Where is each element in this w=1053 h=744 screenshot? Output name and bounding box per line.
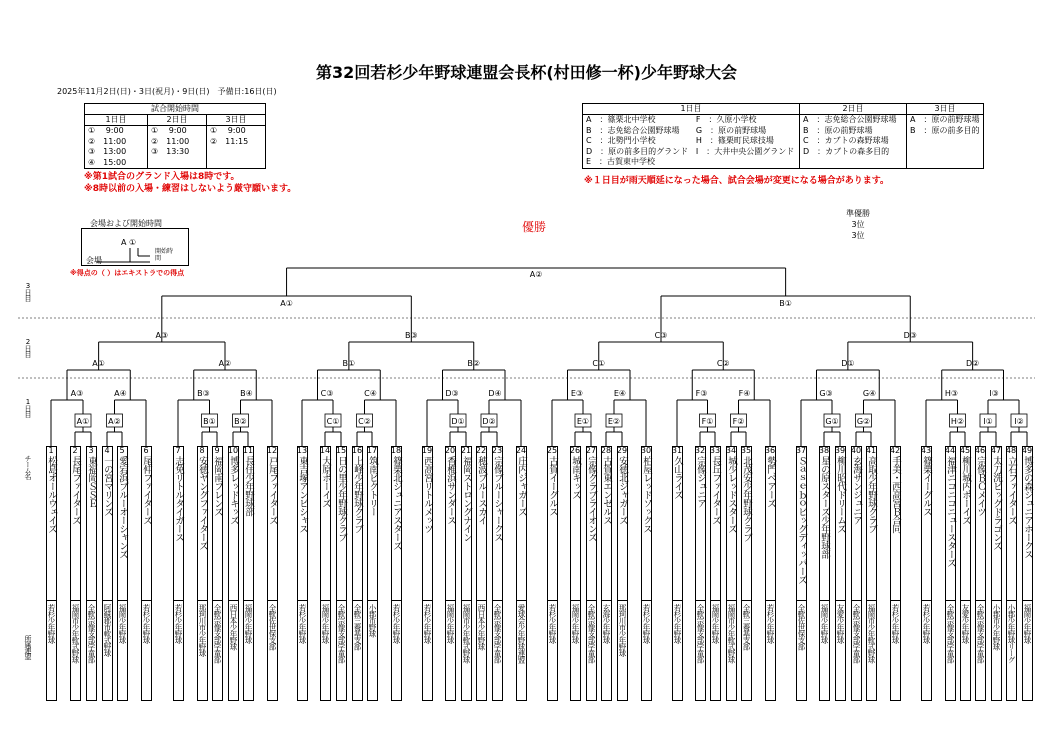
match-label: A④ — [114, 389, 127, 398]
team-name: 博多レッドキッズ — [228, 456, 239, 524]
team-association: 全軟佐世保支部 — [797, 604, 806, 650]
team-name: 宗像ジュニア — [695, 456, 706, 507]
team-name: 古賀イーグルス — [547, 456, 558, 516]
team-association: 福岡少年野球 — [446, 604, 455, 643]
team-association: 若杉少年野球 — [47, 604, 56, 643]
team-number: 18 — [390, 446, 402, 455]
team-name: 長尾ファイターズ — [70, 456, 81, 524]
team-name: 勢門ベアーズ — [765, 456, 776, 507]
team-association: 福岡市少年軟式野球 — [867, 604, 876, 663]
team-number: 4 — [104, 446, 110, 455]
team-number: 7 — [175, 446, 181, 455]
team-name: 高取少年野球クラブ — [866, 456, 877, 533]
team-name: 城南キッズ — [570, 456, 581, 499]
match-label: B① — [342, 359, 356, 368]
team-association: 福岡市少年軟式野球 — [462, 604, 471, 663]
time-item: ③ 13:00 — [88, 147, 127, 156]
team-association: 西日本少年野球 — [477, 604, 486, 650]
team-number: 12 — [266, 446, 278, 455]
team-number: 21 — [460, 446, 472, 455]
team-association: 全軟宗像支部学童部 — [946, 604, 955, 663]
match-label: C① — [326, 417, 340, 426]
legend-caption: 会場および開始時間 — [90, 219, 162, 228]
team-number: 30 — [640, 446, 652, 455]
team-number: 49 — [1021, 446, 1033, 455]
team-association: 玄海少年野球 — [602, 604, 611, 643]
match-label: F④ — [738, 389, 751, 398]
match-label: B③ — [404, 331, 418, 340]
venue-item: B ：志免総合公園野球場 — [586, 125, 680, 135]
team-number: 22 — [475, 446, 487, 455]
venue-item: E ：古賀東中学校 — [586, 157, 656, 166]
match-label: I② — [1014, 417, 1024, 426]
match-label: G② — [856, 417, 871, 426]
venue-header: 3日目 — [907, 104, 984, 115]
match-label: B③ — [197, 389, 210, 398]
match-label: E② — [607, 417, 621, 426]
team-association: 全軟宗像支部学童部 — [852, 604, 861, 663]
team-name: 篠栗イーグルス — [921, 456, 932, 516]
team-number: 3 — [88, 446, 94, 455]
match-label: F② — [732, 417, 745, 426]
team-number: 13 — [296, 446, 308, 455]
team-name: 柳川昭代ドリームズ — [835, 456, 846, 533]
team-number: 33 — [709, 446, 721, 455]
match-label: D③ — [903, 331, 917, 340]
team-number: 34 — [725, 446, 737, 455]
match-label: D③ — [445, 389, 459, 398]
match-label: A② — [108, 417, 121, 426]
team-association: 全軟宗像支部学童部 — [213, 604, 222, 663]
match-label: A② — [529, 270, 543, 279]
team-association: 福岡少年野球 — [820, 604, 829, 643]
team-association: 全軟宗像支部学童部 — [493, 604, 502, 663]
match-label: B④ — [240, 389, 253, 398]
match-label: B① — [779, 299, 792, 308]
match-label: E④ — [613, 389, 627, 398]
team-number: 43 — [920, 446, 932, 455]
match-label: E① — [576, 417, 590, 426]
team-number: 40 — [850, 446, 862, 455]
team-number: 25 — [546, 446, 558, 455]
team-name: 福岡ストロングナイン — [461, 456, 472, 541]
team-association: 若杉少年野球 — [922, 604, 931, 643]
side-team: チーム名 — [24, 455, 32, 479]
team-number: 48 — [1005, 446, 1017, 455]
team-association: 若杉少年野球 — [642, 604, 651, 643]
team-association: 西日本少年野球 — [229, 604, 238, 650]
time-item: ② 11:00 — [151, 136, 190, 146]
team-association: 友愛少年野球 — [836, 604, 845, 643]
team-number: 19 — [421, 446, 433, 455]
match-label: I① — [983, 417, 993, 426]
tournament-dates: 2025年11月2日(日)・3日(祝月)・9日(日) 予備日:16日(日) — [57, 87, 277, 96]
match-label: A② — [218, 359, 232, 368]
team-association: 全軟宗像支部学童部 — [337, 604, 346, 663]
team-association: 若杉少年野球 — [548, 604, 557, 643]
team-number: 41 — [865, 446, 877, 455]
venue-item: A ：志免総合公園野球場 — [803, 115, 897, 124]
match-label: C③ — [654, 331, 668, 340]
venue-header: 1日目 — [583, 104, 800, 115]
match-label: A③ — [155, 331, 169, 340]
match-label: A① — [92, 359, 105, 368]
team-name: 上峰少年野球クラブ — [352, 456, 363, 533]
team-number: 44 — [944, 446, 956, 455]
team-name: 宗像クラブライオンズ — [586, 456, 597, 541]
team-number: 17 — [366, 446, 378, 455]
match-label: B② — [467, 359, 481, 368]
time-item: ③ 13:30 — [151, 147, 190, 156]
match-label: B② — [234, 417, 247, 426]
team-name: 東吉塚アンビシャス — [297, 456, 308, 533]
schedule-header: 3日目 — [207, 115, 266, 126]
match-label: I③ — [989, 389, 999, 398]
team-association: 福岡少年野球 — [118, 604, 127, 643]
team-association: 小郡市少年野球 — [992, 604, 1001, 650]
team-name: 穂波ブルースカイ — [476, 456, 487, 524]
team-association: 福岡少年野球 — [571, 604, 580, 643]
side-day1: 1日目 — [24, 398, 32, 417]
match-label: A① — [280, 299, 293, 308]
match-label: C④ — [364, 389, 377, 398]
team-name: 篠栗北ジュニアスターズ — [391, 456, 402, 550]
team-name: 柏屋レッドソックス — [641, 456, 652, 533]
team-association: 福岡少年野球 — [711, 604, 720, 643]
time-item: ① 9:00 — [151, 126, 187, 135]
team-name: 柳川城内ボーイズ — [960, 456, 971, 524]
match-label: D② — [965, 359, 980, 368]
team-association: 若杉少年野球 — [423, 604, 432, 643]
team-number: 39 — [834, 446, 846, 455]
venue-item: G ：原の前野球場 — [695, 125, 767, 135]
page-title: 第32回若杉少年野球連盟会長杯(村田修一杯)少年野球大会 — [316, 63, 737, 82]
match-label: D② — [482, 417, 496, 426]
team-name: 古賀東エンゼルス — [601, 456, 612, 524]
venue-item: B ：原の前多目的 — [910, 125, 980, 135]
venue-item: H ：篠栗町民球技場 — [695, 136, 774, 145]
team-name: Ｓａｓｅｂｏビッグディッパーズ — [796, 456, 807, 584]
team-association: 小郡少年野球リーグ — [1007, 604, 1016, 663]
team-association: 那珂川市少年野球 — [618, 604, 627, 656]
team-association: 阿蘇郡市軟式野球 — [103, 604, 112, 656]
team-number: 16 — [351, 446, 363, 455]
third-place-label: 3位 — [851, 231, 865, 240]
venue-item: B ：原の前野球場 — [803, 125, 873, 135]
team-association: 愛球会少年野球連盟 — [517, 604, 526, 663]
team-association: 全軟三養基支部 — [742, 604, 751, 650]
team-name: 戸尾ファイターズ — [267, 456, 278, 524]
schedule-caption: 試合開始時間 — [85, 104, 266, 115]
schedule-header: 1日目 — [85, 115, 148, 126]
time-item: ② 11:15 — [210, 136, 249, 146]
team-number: 1 — [48, 446, 54, 455]
time-item: ② 11:00 — [88, 136, 127, 146]
match-label: G③ — [819, 389, 833, 398]
team-association: 全軟佐世保支部 — [268, 604, 277, 650]
team-number: 2 — [72, 446, 78, 455]
team-number: 26 — [569, 446, 581, 455]
team-association: 小郡市野球 — [368, 604, 377, 637]
venue-item: I ：大井中央公園グランド — [695, 146, 795, 156]
note: ※第1試合のグランド入場は8時です。 — [84, 172, 240, 182]
team-number: 27 — [585, 446, 597, 455]
team-name: 尾仲ファイターズ — [141, 456, 152, 524]
legend-start: 開始時間 — [155, 248, 174, 262]
team-number: 15 — [335, 446, 347, 455]
team-name: 香椎浜サンダース — [445, 456, 456, 524]
team-name: 西高宮リトルメッツ — [422, 456, 433, 533]
team-name: 福津ニコニコニュースターズ — [945, 456, 956, 567]
team-number: 45 — [959, 446, 971, 455]
team-name: 博多の森ジュニアホークス — [1022, 456, 1033, 558]
venue-item: D ：原の前多目的グランド — [586, 146, 689, 156]
team-number: 6 — [143, 446, 149, 455]
schedule-header: 2日目 — [148, 115, 207, 126]
team-number: 11 — [242, 446, 254, 455]
match-label: D④ — [488, 389, 502, 398]
team-name: 安徳北ジャガーズ — [617, 456, 628, 524]
time-item: ④ 15:00 — [88, 157, 127, 167]
venue-item: F ：久原小学校 — [695, 115, 757, 124]
team-name: 宗像ＢＣメイツ — [975, 456, 986, 516]
team-number: 9 — [214, 446, 220, 455]
note: ※8時以前の入場・練習はしないよう厳守願います。 — [84, 184, 297, 194]
match-label: H③ — [944, 389, 959, 398]
team-association: 那珂川市少年野球 — [198, 604, 207, 656]
team-name: 長住少年野球部 — [243, 456, 254, 516]
match-label: D① — [841, 359, 855, 368]
team-association: 若杉少年野球 — [174, 604, 183, 643]
team-name: 大原ボーイズ — [320, 456, 331, 507]
team-name: 松島オールウェイズ — [46, 456, 57, 533]
legend-venue: 会場 — [86, 256, 102, 265]
third-place-label: 3位 — [851, 220, 865, 229]
team-association: 福岡少年野球 — [321, 604, 330, 643]
team-name: 宗像ブルーシャークス — [492, 456, 503, 541]
team-name: 愛宕浜ブルーオーシャンズ — [117, 456, 128, 558]
team-name: 筑南ビクトリー — [367, 456, 378, 516]
team-name: 日の里少年野球クラブ — [336, 456, 347, 541]
match-label: C② — [716, 359, 730, 368]
time-item: ① 9:00 — [88, 126, 124, 135]
team-association: 福岡市少年軟式野球 — [71, 604, 80, 663]
team-number: 47 — [990, 446, 1002, 455]
side-day3: 3日目 — [24, 282, 32, 301]
team-number: 20 — [444, 446, 456, 455]
venue-item: D ：カブトの森多目的 — [803, 146, 890, 156]
runner-up-label: 準優勝 — [846, 209, 870, 218]
match-label: E③ — [570, 389, 584, 398]
team-number: 28 — [600, 446, 612, 455]
team-name: 福岡南フレンズ — [212, 456, 223, 516]
match-label: C③ — [320, 389, 334, 398]
team-number: 38 — [818, 446, 830, 455]
team-association: 福岡市少年軟式野球 — [727, 604, 736, 663]
team-number: 10 — [227, 446, 239, 455]
team-name: 北茂安少年野球クラブ — [741, 456, 752, 541]
team-association: 若杉少年野球 — [142, 604, 151, 643]
team-name: 東福岡ＳＳＥ — [86, 456, 97, 507]
team-association: 若杉少年野球 — [298, 604, 307, 643]
team-number: 42 — [889, 446, 901, 455]
team-number: 46 — [974, 446, 986, 455]
match-label: B① — [203, 417, 216, 426]
team-name: 玄海サンジュニア — [851, 456, 862, 524]
team-name: 久山ライズ — [672, 456, 683, 499]
team-number: 35 — [740, 446, 752, 455]
match-label: A③ — [70, 389, 84, 398]
team-name: 手美・西高宮Ｂ合同 — [890, 456, 901, 533]
legend-note: ※得点の（ ）はエキストラでの得点 — [70, 269, 185, 277]
venue-item: A ：篠栗北中学校 — [586, 115, 656, 124]
side-day2: 2日目 — [24, 338, 32, 357]
team-number: 23 — [491, 446, 503, 455]
team-association: 若杉少年野球 — [891, 604, 900, 643]
team-name: 星の原スターズ少年野球部 — [819, 456, 830, 558]
team-association: 全軟宗像支部学童部 — [587, 604, 596, 663]
legend-example: A ① — [121, 238, 137, 247]
team-name: 長丘ファイターズ — [710, 456, 721, 524]
match-label: C① — [592, 359, 606, 368]
team-association: 若杉少年野球 — [766, 604, 775, 643]
venue-item: C ：北勢門小学校 — [586, 136, 656, 145]
team-number: 37 — [795, 446, 807, 455]
team-association: 福岡少年野球 — [1023, 604, 1032, 643]
match-label: F① — [701, 417, 714, 426]
team-number: 31 — [671, 446, 683, 455]
team-association: 福岡少年野球 — [244, 604, 253, 643]
team-association: 全軟宗像支部学童部 — [696, 604, 705, 663]
team-name: 庄内ジャガーズ — [516, 456, 527, 516]
team-name: 太刀洗ビッグドラゴンズ — [991, 456, 1002, 550]
team-association: 友愛少年野球 — [961, 604, 970, 643]
team-number: 8 — [199, 446, 205, 455]
winner-label: 優勝 — [522, 220, 547, 234]
team-name: 城少レッドスターズ — [726, 456, 737, 533]
venue-header: 2日目 — [800, 104, 907, 115]
venue-item: C ：カブトの森野球場 — [803, 136, 889, 145]
team-name: 一の宮マリンズ — [102, 456, 113, 516]
match-label: F③ — [695, 389, 708, 398]
match-label: D① — [451, 417, 465, 426]
team-name: 立石ファイターズ — [1006, 456, 1017, 524]
team-number: 5 — [119, 446, 125, 455]
team-name: 志免リトルタイガース — [173, 456, 184, 541]
team-association: 全軟三養基支部 — [353, 604, 362, 650]
team-association: 若杉少年野球 — [673, 604, 682, 643]
team-number: 36 — [764, 446, 776, 455]
match-label: H② — [950, 417, 965, 426]
team-number: 24 — [515, 446, 527, 455]
time-item: ① 9:00 — [210, 126, 246, 135]
venue-item: A ：原の前野球場 — [910, 115, 980, 124]
team-name: 安徳ヤングファイターズ — [197, 456, 208, 550]
team-number: 32 — [694, 446, 706, 455]
note-right: ※１日目が雨天順延になった場合、試合会場が変更になる場合があります。 — [584, 176, 890, 186]
team-number: 29 — [616, 446, 628, 455]
team-association: 全軟宗像支部学童部 — [976, 604, 985, 663]
match-label: G① — [825, 417, 839, 426]
match-label: C② — [358, 417, 371, 426]
match-label: A① — [76, 417, 90, 426]
match-label: G④ — [862, 389, 877, 398]
team-association: 若杉少年野球 — [392, 604, 401, 643]
team-number: 14 — [319, 446, 331, 455]
side-assoc: 所属連盟 — [24, 635, 32, 659]
team-association: 全軟宗像支部学童部 — [87, 604, 96, 663]
